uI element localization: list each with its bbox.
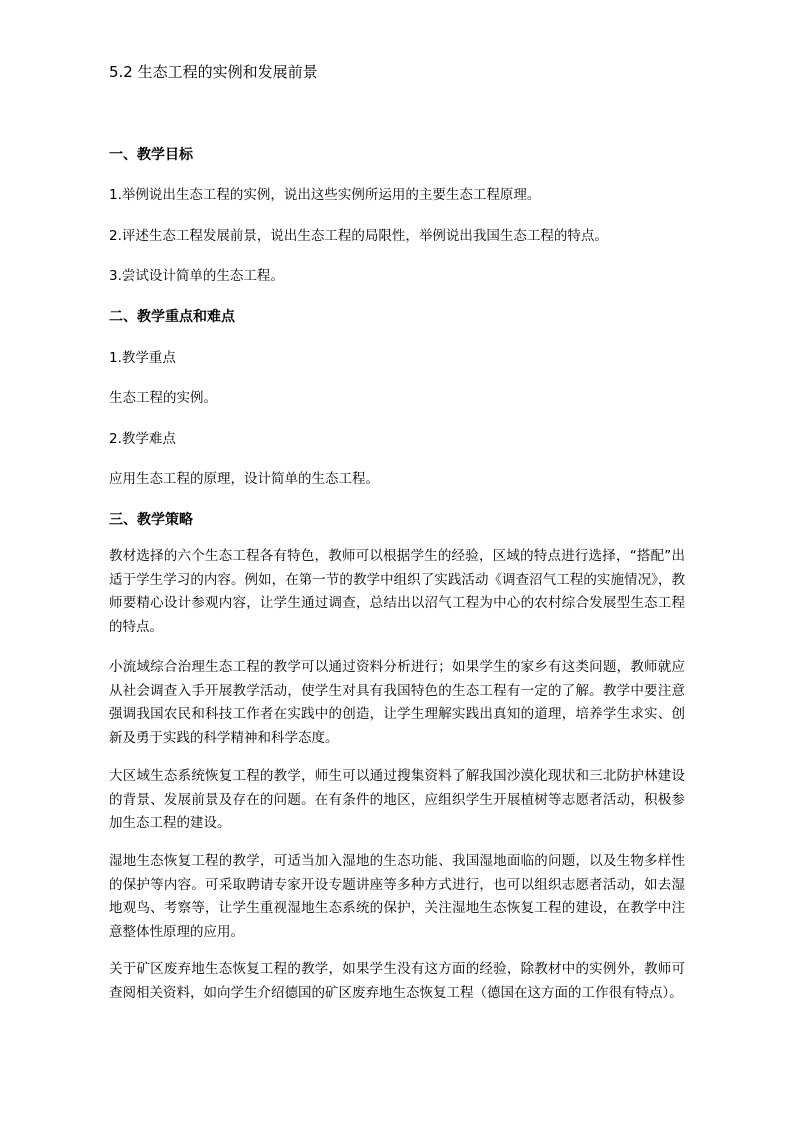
- strategy-paragraph-4: 湿地生态恢复工程的教学，可适当加入湿地的生态功能、我国湿地面临的问题，以及生物多样性的保护等内容。可采取聘请专家开设专题讲座等多种方式进行，也可以组织志愿者活动，如去湿地观鸟、考察等，让学生重视湿地生态系统的保护，关注湿地生态恢复工程的建设，在教学中注意整体性原理的应用。: [109, 853, 685, 940]
- strategy-paragraph-5: 关于矿区废弃地生态恢复工程的教学，如果学生没有这方面的经验，除教材中的实例外，教师可查阅相关资料，如向学生介绍德国的矿区废弃地生态恢复工程（德国在这方面的工作很有特点）。: [109, 961, 685, 1001]
- key-point-text: 生态工程的实例。: [109, 390, 217, 406]
- difficult-point-text: 应用生态工程的原理，设计简单的生态工程。: [109, 471, 379, 487]
- strategy-paragraph-1: 教材选择的六个生态工程各有特色，教师可以根据学生的经验，区域的特点进行选择，“搭配”出适于学生学习的内容。例如，在第一节的教学中组织了实践活动《调查沼气工程的实施情况》，教师要精心设计参观内容，让学生通过调查，总结出以沼气工程为中心的农村综合发展型生态工程的特点。: [109, 548, 685, 635]
- objective-item-1: 1.举例说出生态工程的实例，说出这些实例所运用的主要生态工程原理。: [109, 187, 541, 203]
- section-heading-key-and-difficult-points: 二、教学重点和难点: [109, 309, 235, 325]
- section-heading-teaching-strategy: 三、教学策略: [109, 512, 193, 528]
- document-title: 5.2 生态工程的实例和发展前景: [109, 63, 318, 81]
- difficult-point-label: 2.教学难点: [109, 431, 176, 447]
- strategy-paragraph-2: 小流域综合治理生态工程的教学可以通过资料分析进行；如果学生的家乡有这类问题，教师就应从社会调查入手开展教学活动，使学生对具有我国特色的生态工程有一定的了解。教学中要注意强调我国农民和科技工作者在实践中的创造，让学生理解实践出真知的道理，培养学生求实、创新及勇于实践的科学精神和科学态度。: [109, 659, 685, 746]
- objective-item-3: 3.尝试设计简单的生态工程。: [109, 268, 284, 284]
- objective-item-2: 2.评述生态工程发展前景，说出生态工程的局限性，举例说出我国生态工程的特点。: [109, 228, 608, 244]
- key-point-label: 1.教学重点: [109, 350, 176, 366]
- document-page: [109, 0, 685, 1123]
- strategy-paragraph-3: 大区域生态系统恢复工程的教学，师生可以通过搜集资料了解我国沙漠化现状和三北防护林建设的背景、发展前景及存在的问题。在有条件的地区，应组织学生开展植树等志愿者活动，积极参加生态工程的建设。: [109, 768, 685, 831]
- section-heading-teaching-objectives: 一、教学目标: [109, 147, 193, 163]
